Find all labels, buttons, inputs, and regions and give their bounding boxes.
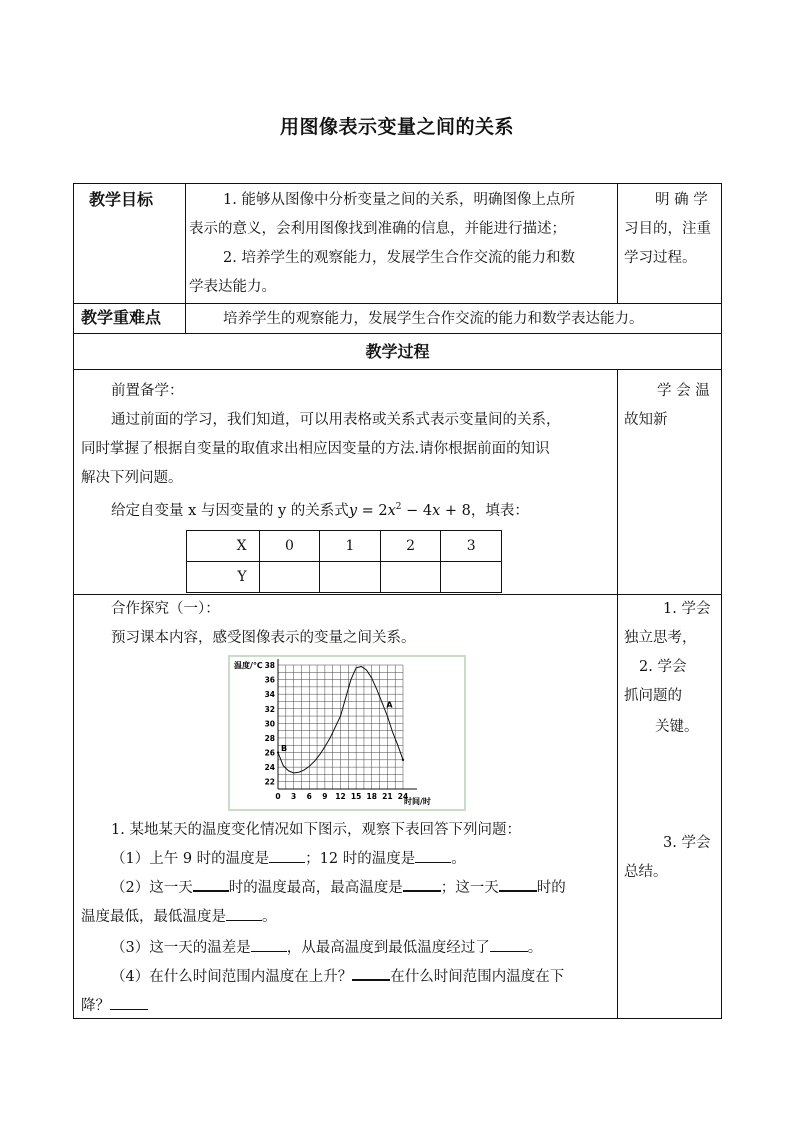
formula-x2: x [432,502,441,519]
explore-note: 1. 学会 [663,601,711,617]
explore-note: 独立思考， [624,630,697,646]
explore-note: 总结。 [624,864,668,880]
y-tick-label: 38 [264,661,275,670]
formula-end: + 8，填表： [440,502,529,519]
table-border-top [73,183,722,184]
table-cell: Y [187,562,260,593]
preview-note: 故知新 [624,412,668,428]
y-tick-label: 22 [264,777,275,787]
q3-text: （3）这一天的温差是 [111,940,251,956]
q1-text: （1）上午 9 时的温度是 [111,851,270,867]
x-tick-label: 9 [322,792,328,801]
objectives-line: 1. 能够从图像中分析变量之间的关系，明确图像上点所 [223,192,575,208]
explore-note: 2. 学会 [639,659,687,675]
formula-y: y [348,502,358,519]
q2-text: 。 [262,909,277,925]
x-tick-label: 21 [382,792,393,801]
table-cell: X [187,531,260,562]
q4-text: 在什么时间范围内温度在下 [390,969,565,985]
col-divider [185,183,186,333]
answer-blank[interactable] [110,993,148,1010]
y-axis-label: 温度/℃ [234,661,263,670]
table-border-right [721,183,722,1019]
formula-x: x [387,502,396,519]
x-tick-label: 12 [335,792,346,801]
q2-text: ；这一天 [440,880,499,896]
x-axis-label: 时间/时 [404,797,431,806]
preview-paragraph: 通过前面的学习，我们知道，可以用表格或关系式表示变量间的关系， [111,412,561,428]
answer-blank[interactable] [251,935,287,952]
x-tick-label: 6 [306,792,312,801]
q1-text: ；12 时的温度是 [305,851,416,867]
y-tick-label: 34 [264,690,275,700]
table-cell: 2 [380,531,441,562]
q3-text: 。 [527,940,543,956]
answer-blank[interactable] [226,904,262,921]
data-point [277,751,279,753]
table-cell: 0 [259,531,320,562]
formula-intro: 给定自变量 x 与因变量的 y 的关系式 [111,502,349,519]
keypoints-label: 教学重难点 [81,308,162,327]
q4-text: （4）在什么时间范围内温度在上升？ [111,969,353,985]
explore-note: 3. 学会 [663,835,711,851]
process-header: 教学过程 [365,342,430,361]
preview-note: 学 会 温 [657,383,710,399]
answer-blank[interactable] [490,935,528,952]
table-row-y [187,562,502,593]
question-2 [111,874,566,903]
x-tick-label: 0 [275,792,281,801]
table-input-cell[interactable] [259,562,320,593]
formula-line [111,493,529,526]
col-divider [617,369,618,1019]
preview-paragraph: 解决下列问题。 [81,470,183,486]
q2-text: （2）这一天 [111,880,193,896]
table-input-cell[interactable] [320,562,381,593]
question-intro: 1. 某地某天的温度变化情况如下图示，观察下表回答下列问题： [111,822,521,838]
point-label-b: B [281,744,288,754]
preview-paragraph: 同时掌握了根据自变量的取值求出相应因变量的方法.请你根据前面的知识 [81,441,550,457]
preview-heading: 前置备学： [111,383,184,399]
table-input-cell[interactable] [380,562,441,593]
explore-heading: 合作探究（一）： [111,601,220,617]
lesson-table [73,183,722,1019]
x-tick-label: 3 [291,792,297,801]
table-cell: 1 [320,531,381,562]
temperature-chart-frame [228,655,466,811]
row-divider [73,303,722,304]
q2-text: 时的温度最高，最高温度是 [228,880,403,896]
explore-note: 关键。 [655,719,699,735]
formula-minus: − 4 [401,502,433,519]
explore-intro: 预习课本内容，感受图像表示的变量之间关系。 [111,630,416,646]
page-title: 用图像表示变量之间的关系 [279,116,514,138]
col-divider [617,183,618,304]
keypoints-text: 培养学生的观察能力，发展学生合作交流的能力和数学表达能力。 [223,311,644,327]
temperature-chart [230,657,464,809]
table-border-bottom [73,1018,722,1019]
q2-text: 温度最低，最低温度是 [81,909,226,925]
table-row-x [187,531,502,562]
answer-blank[interactable] [352,963,390,981]
objectives-note: 习目的，注重 [624,221,711,237]
answer-blank[interactable] [499,874,537,892]
objectives-note: 学习过程。 [624,250,697,266]
y-tick-label: 30 [264,719,275,729]
x-tick-label: 15 [350,792,362,801]
x-tick-label: 18 [366,792,377,801]
answer-blank[interactable] [269,846,305,863]
x-tick-label: 24 [397,792,409,801]
y-tick-label: 24 [264,763,275,773]
question-1 [111,845,466,874]
answer-blank[interactable] [403,874,441,892]
y-tick-label: 32 [264,704,275,714]
question-3 [111,934,542,963]
objectives-label: 教学目标 [89,190,154,209]
q2-text: 时的 [536,880,566,896]
explore-note: 抓问题的 [624,688,682,704]
table-cell: 3 [441,531,502,562]
y-tick-label: 26 [264,748,275,758]
row-divider [73,369,722,370]
data-point [402,759,404,761]
objectives-line: 学表达能力。 [189,279,276,295]
y-tick-label: 36 [264,675,275,685]
objectives-note: 明 确 学 [655,192,708,208]
y-tick-label: 28 [264,733,275,743]
q3-text: ，从最高温度到最低温度经过了 [286,940,490,956]
point-label-a: A [386,700,393,710]
objectives-line: 表示的意义，会利用图像找到准确的信息，并能进行描述； [189,221,566,237]
formula-exponent: 2 [395,502,402,512]
formula-eq: = 2 [357,502,388,519]
objectives-line: 2. 培养学生的观察能力，发展学生合作交流的能力和数 [223,250,575,266]
table-input-cell[interactable] [441,562,502,593]
question-4-cont [81,992,148,1021]
question-2-cont [81,903,277,932]
table-border-left [73,183,74,1019]
value-table [186,530,502,593]
q4-text: 降？ [81,998,110,1014]
q1-text: 。 [451,851,466,867]
answer-blank[interactable] [415,846,451,863]
answer-blank[interactable] [193,874,229,892]
question-4 [111,963,564,992]
